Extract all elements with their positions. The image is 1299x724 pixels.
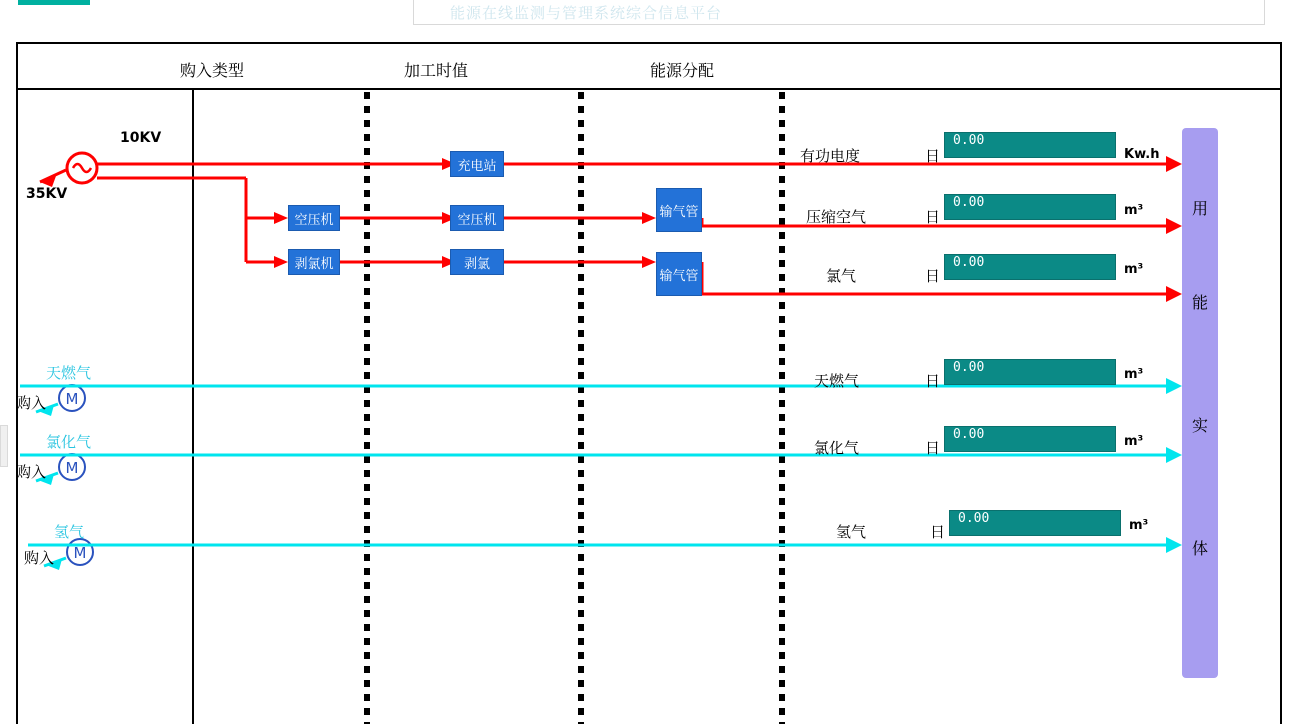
gas-source-label-hydrogen: 氢气	[54, 523, 85, 541]
readout-unit-natural-gas: m³	[1124, 367, 1144, 382]
box-chlorine-stripper-stage1[interactable]: 剥氯机	[288, 249, 340, 275]
gas-buy-label-chloride-gas: 购入	[16, 463, 47, 481]
source-label-35kv: 35KV	[26, 186, 68, 202]
box-gas-pipe-1[interactable]: 输气管	[656, 188, 702, 232]
box-air-compressor-stage1[interactable]: 空压机	[288, 205, 340, 231]
readout-label-chloride-gas: 氯化气	[814, 439, 860, 457]
top-green-tab	[18, 0, 90, 5]
readout-label-chlorine: 氯气	[826, 267, 857, 285]
readout-value-hydrogen: 0.00	[949, 510, 1121, 536]
energy-consumer-char-2: 能	[1191, 293, 1208, 312]
readout-label-active-energy: 有功电度	[800, 147, 861, 165]
gas-line-network	[0, 360, 1299, 590]
readout-unit-chloride-gas: m³	[1124, 434, 1144, 449]
readout-period-active-energy: 日	[925, 147, 941, 165]
gas-source-label-chloride-gas: 氯化气	[46, 433, 92, 451]
readout-value-chloride-gas: 0.00	[944, 426, 1116, 452]
energy-consumer-char-4: 体	[1191, 539, 1208, 558]
readout-value-compressed-air: 0.00	[944, 194, 1116, 220]
energy-consumer-char-1: 用	[1191, 199, 1208, 218]
readout-value-chlorine: 0.00	[944, 254, 1116, 280]
column-title-purchase-type: 购入类型	[180, 61, 245, 80]
readout-period-chlorine: 日	[925, 267, 941, 285]
readout-unit-hydrogen: m³	[1129, 518, 1149, 533]
energy-consumer-char-3: 实	[1191, 416, 1208, 435]
faded-title: 能源在线监测与管理系统综合信息平台	[450, 4, 723, 22]
box-air-compressor-stage2[interactable]: 空压机	[450, 205, 504, 231]
gas-buy-label-natural-gas: 购入	[16, 394, 47, 412]
svg-text:M: M	[73, 544, 87, 562]
readout-period-hydrogen: 日	[930, 523, 946, 541]
readout-label-compressed-air: 压缩空气	[806, 208, 867, 226]
box-charging-station[interactable]: 充电站	[450, 151, 504, 177]
readout-period-compressed-air: 日	[925, 208, 941, 226]
box-chlorine-stripper-stage2[interactable]: 剥氯	[450, 249, 504, 275]
box-gas-pipe-2[interactable]: 输气管	[656, 252, 702, 296]
readout-unit-active-energy: Kw.h	[1124, 147, 1160, 162]
readout-unit-chlorine: m³	[1124, 262, 1144, 277]
svg-text:M: M	[65, 459, 79, 477]
readout-unit-compressed-air: m³	[1124, 203, 1144, 218]
svg-text:M: M	[65, 390, 79, 408]
readout-label-hydrogen: 氢气	[836, 523, 867, 541]
column-title-process-value: 加工时值	[404, 61, 469, 80]
readout-value-active-energy: 0.00	[944, 132, 1116, 158]
source-label-10kv: 10KV	[120, 130, 162, 146]
gas-source-label-natural-gas: 天燃气	[46, 364, 92, 382]
readout-label-natural-gas: 天燃气	[814, 372, 860, 390]
column-title-energy-allocation: 能源分配	[650, 61, 715, 80]
readout-value-natural-gas: 0.00	[944, 359, 1116, 385]
readout-period-chloride-gas: 日	[925, 439, 941, 457]
gas-buy-label-hydrogen: 购入	[24, 549, 55, 567]
readout-period-natural-gas: 日	[925, 372, 941, 390]
